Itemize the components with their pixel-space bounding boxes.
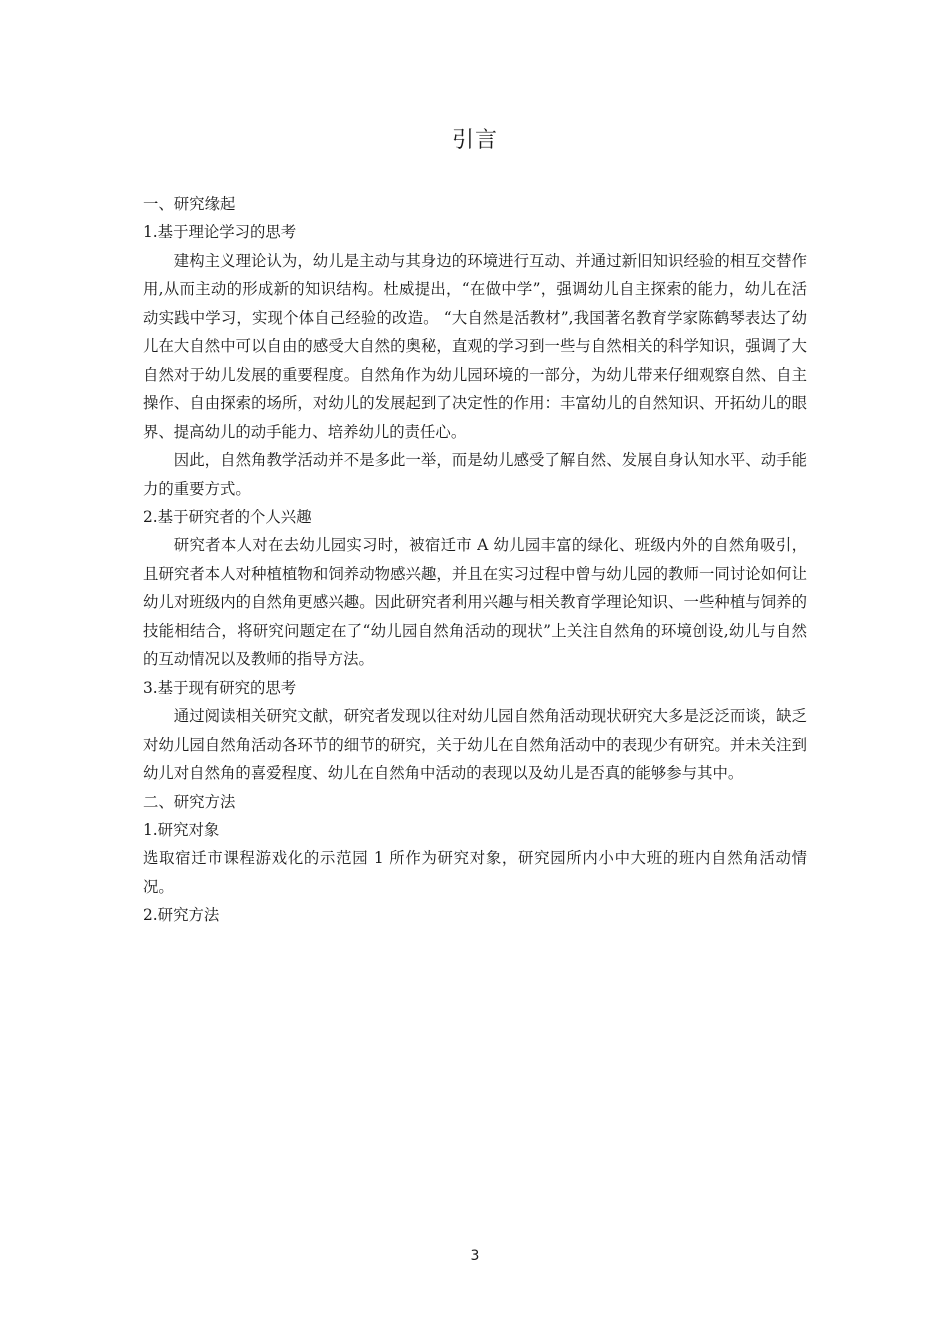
body-paragraph: 通过阅读相关研究文献，研究者发现以往对幼儿园自然角活动现状研究大多是泛泛而谈，缺乏对幼儿园自然角活动各环节的细节的研究，关于幼儿在自然角活动中的表现少有研究。并未关注到幼儿对自然角的喜爱程度、幼儿在自然角中活动的表现以及幼儿是否真的能够参与其中。 [143,707,807,783]
section-heading-research-method: 二、研究方法 [143,792,236,811]
subsection-heading-theory: 1.基于理论学习的思考 [143,223,297,242]
subsection-heading-interest: 2.基于研究者的个人兴趣 [143,507,312,526]
body-paragraph: 选取宿迁市课程游戏化的示范园 1 所作为研究对象，研究园所内小中大班的班内自然角活动情况。 [143,849,807,896]
subsection-heading-research-object: 1.研究对象 [143,820,220,839]
body-paragraph: 因此，自然角教学活动并不是多此一举，而是幼儿感受了解自然、发展自身认知水平、动手能力的重要方式。 [143,451,807,498]
section-heading-research-origin: 一、研究缘起 [143,195,236,213]
page-number: 3 [470,1248,480,1264]
subsection-heading-research-method: 2.研究方法 [143,906,220,925]
body-paragraph: 研究者本人对在去幼儿园实习时，被宿迁市 A 幼儿园丰富的绿化、班级内外的自然角吸引，且研究者本人对种植植物和饲养动物感兴趣，并且在实习过程中曾与幼儿园的教师一同讨论如何让幼儿对班级内的自然角更感兴趣。因此研究者利用兴趣与相关教育学理论知识、一些种植与饲养的技能相结合，将研究问题定在了“幼儿园自然角活动的现状”上关注自然角的环境创设,幼儿与自然的互动情况以及教师的指导方法。 [143,536,807,669]
subsection-heading-existing-research: 3.基于现有研究的思考 [143,678,297,697]
document-body [143,190,807,930]
page-title: 引言 [451,128,498,153]
body-paragraph: 建构主义理论认为，幼儿是主动与其身边的环境进行互动、并通过新旧知识经验的相互交替作用,从而主动的形成新的知识结构。杜威提出，“在做中学”，强调幼儿自主探索的能力，幼儿在活动实践中学习，实现个体自己经验的改造。 “大自然是活教材”,我国著名教育学家陈鹤琴表达了幼儿在大自然中可以自由的感受大自然的奥秘，直观的学习到一些与自然相关的科学知识，强调了大自然对于幼儿发展的重要程度。自然角作为幼儿园环境的一部分，为幼儿带来仔细观察自然、自主操作、自由探索的场所，对幼儿的发展起到了决定性的作用：丰富幼儿的自然知识、开拓幼儿的眼界、提高幼儿的动手能力、培养幼儿的责任心。 [143,251,807,441]
